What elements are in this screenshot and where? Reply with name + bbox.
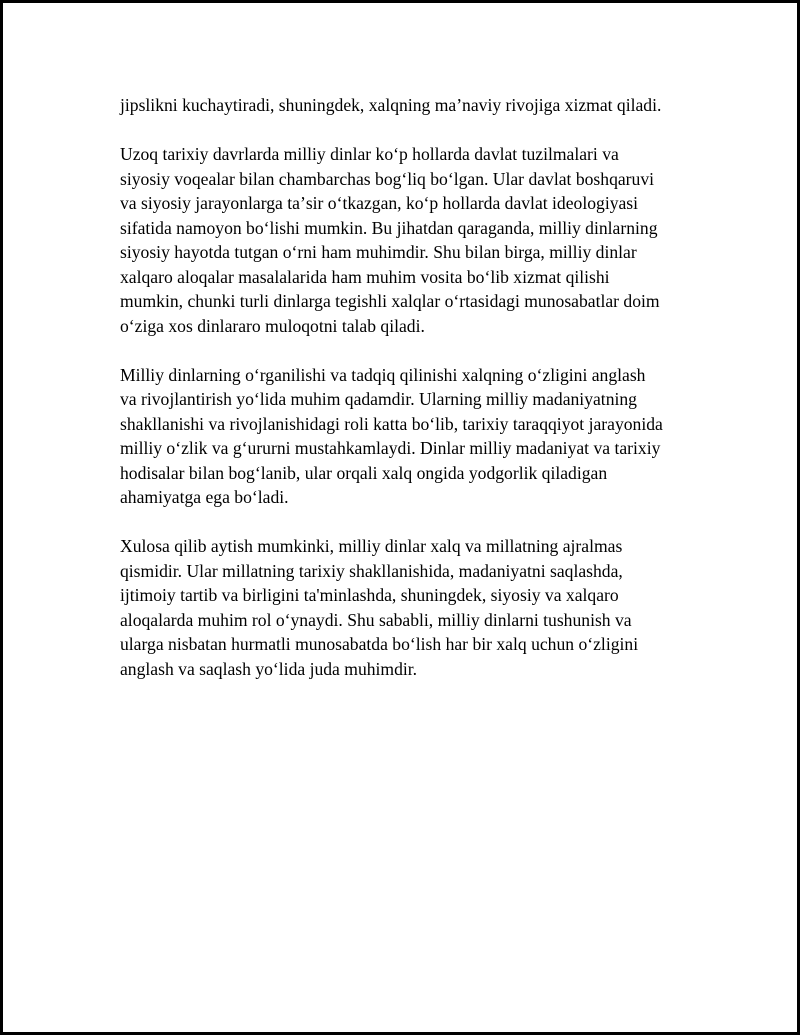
text-line: jipslikni kuchaytiradi, shuningdek, xalqning ma’naviy rivojiga xizmat qiladi.: [120, 95, 662, 115]
text-line: shakllanishi va rivojlanishidagi roli katta boʻlib, tarixiy taraqqiyot jarayonida: [120, 413, 663, 434]
text-line: siyosiy hayotda tutgan oʻrni ham muhimdir. Shu bilan birga, milliy dinlar: [120, 242, 637, 262]
text-line: Uzoq tarixiy davrlarda milliy dinlar koʻp hollarda davlat tuzilmalari va: [120, 144, 619, 164]
text-line: ularga nisbatan hurmatli munosabatda boʻlish har bir xalq uchun oʻzligini: [120, 634, 639, 654]
text-line: ahamiyatga ega boʻladi.: [120, 487, 289, 507]
text-line: qismidir. Ular millatning tarixiy shakllanishida, madaniyatni saqlashda,: [120, 560, 623, 581]
text-line: hodisalar bilan bogʻlanib, ular orqali xalq ongida yodgorlik qiladigan: [120, 462, 608, 483]
text-line: va siyosiy jarayonlarga taʼsir oʻtkazgan, koʻp hollarda davlat ideologiyasi: [120, 193, 639, 213]
text-line: siyosiy voqealar bilan chambarchas bogʻliq boʻlgan. Ular davlat boshqaruvi: [120, 168, 655, 189]
text-line: mumkin, chunki turli dinlarga tegishli xalqlar oʻrtasidagi munosabatlar doim: [120, 291, 660, 311]
text-line: oʻziga xos dinlararo muloqotni talab qiladi.: [120, 315, 425, 336]
text-line: anglash va saqlash yoʻlida juda muhimdir.: [120, 658, 418, 679]
text-line: aloqalarda muhim rol oʻynaydi. Shu sababli, milliy dinlarni tushunish va: [120, 609, 632, 630]
paragraph: [120, 534, 710, 681]
text-line: Xulosa qilib aytish mumkinki, milliy dinlar xalq va millatning ajralmas: [120, 536, 623, 556]
paragraph: [120, 93, 710, 118]
text-line: milliy oʻzlik va gʻururni mustahkamlaydi. Dinlar milliy madaniyat va tarixiy: [120, 438, 661, 458]
paragraph: [120, 363, 710, 510]
text-line: Milliy dinlarning oʻrganilishi va tadqiq qilinishi xalqning oʻzligini anglash: [120, 364, 646, 385]
text-line: sifatida namoyon boʻlishi mumkin. Bu jihatdan qaraganda, milliy dinlarning: [120, 217, 658, 238]
paragraph: [120, 142, 710, 338]
document-body: [120, 93, 710, 706]
text-line: va rivojlantirish yoʻlida muhim qadamdir. Ularning milliy madaniyatning: [120, 389, 637, 409]
text-line: xalqaro aloqalar masalalarida ham muhim vosita boʻlib xizmat qilishi: [120, 266, 610, 287]
text-line: ijtimoiy tartib va birligini ta'minlashda, shuningdek, siyosiy va xalqaro: [120, 585, 619, 605]
